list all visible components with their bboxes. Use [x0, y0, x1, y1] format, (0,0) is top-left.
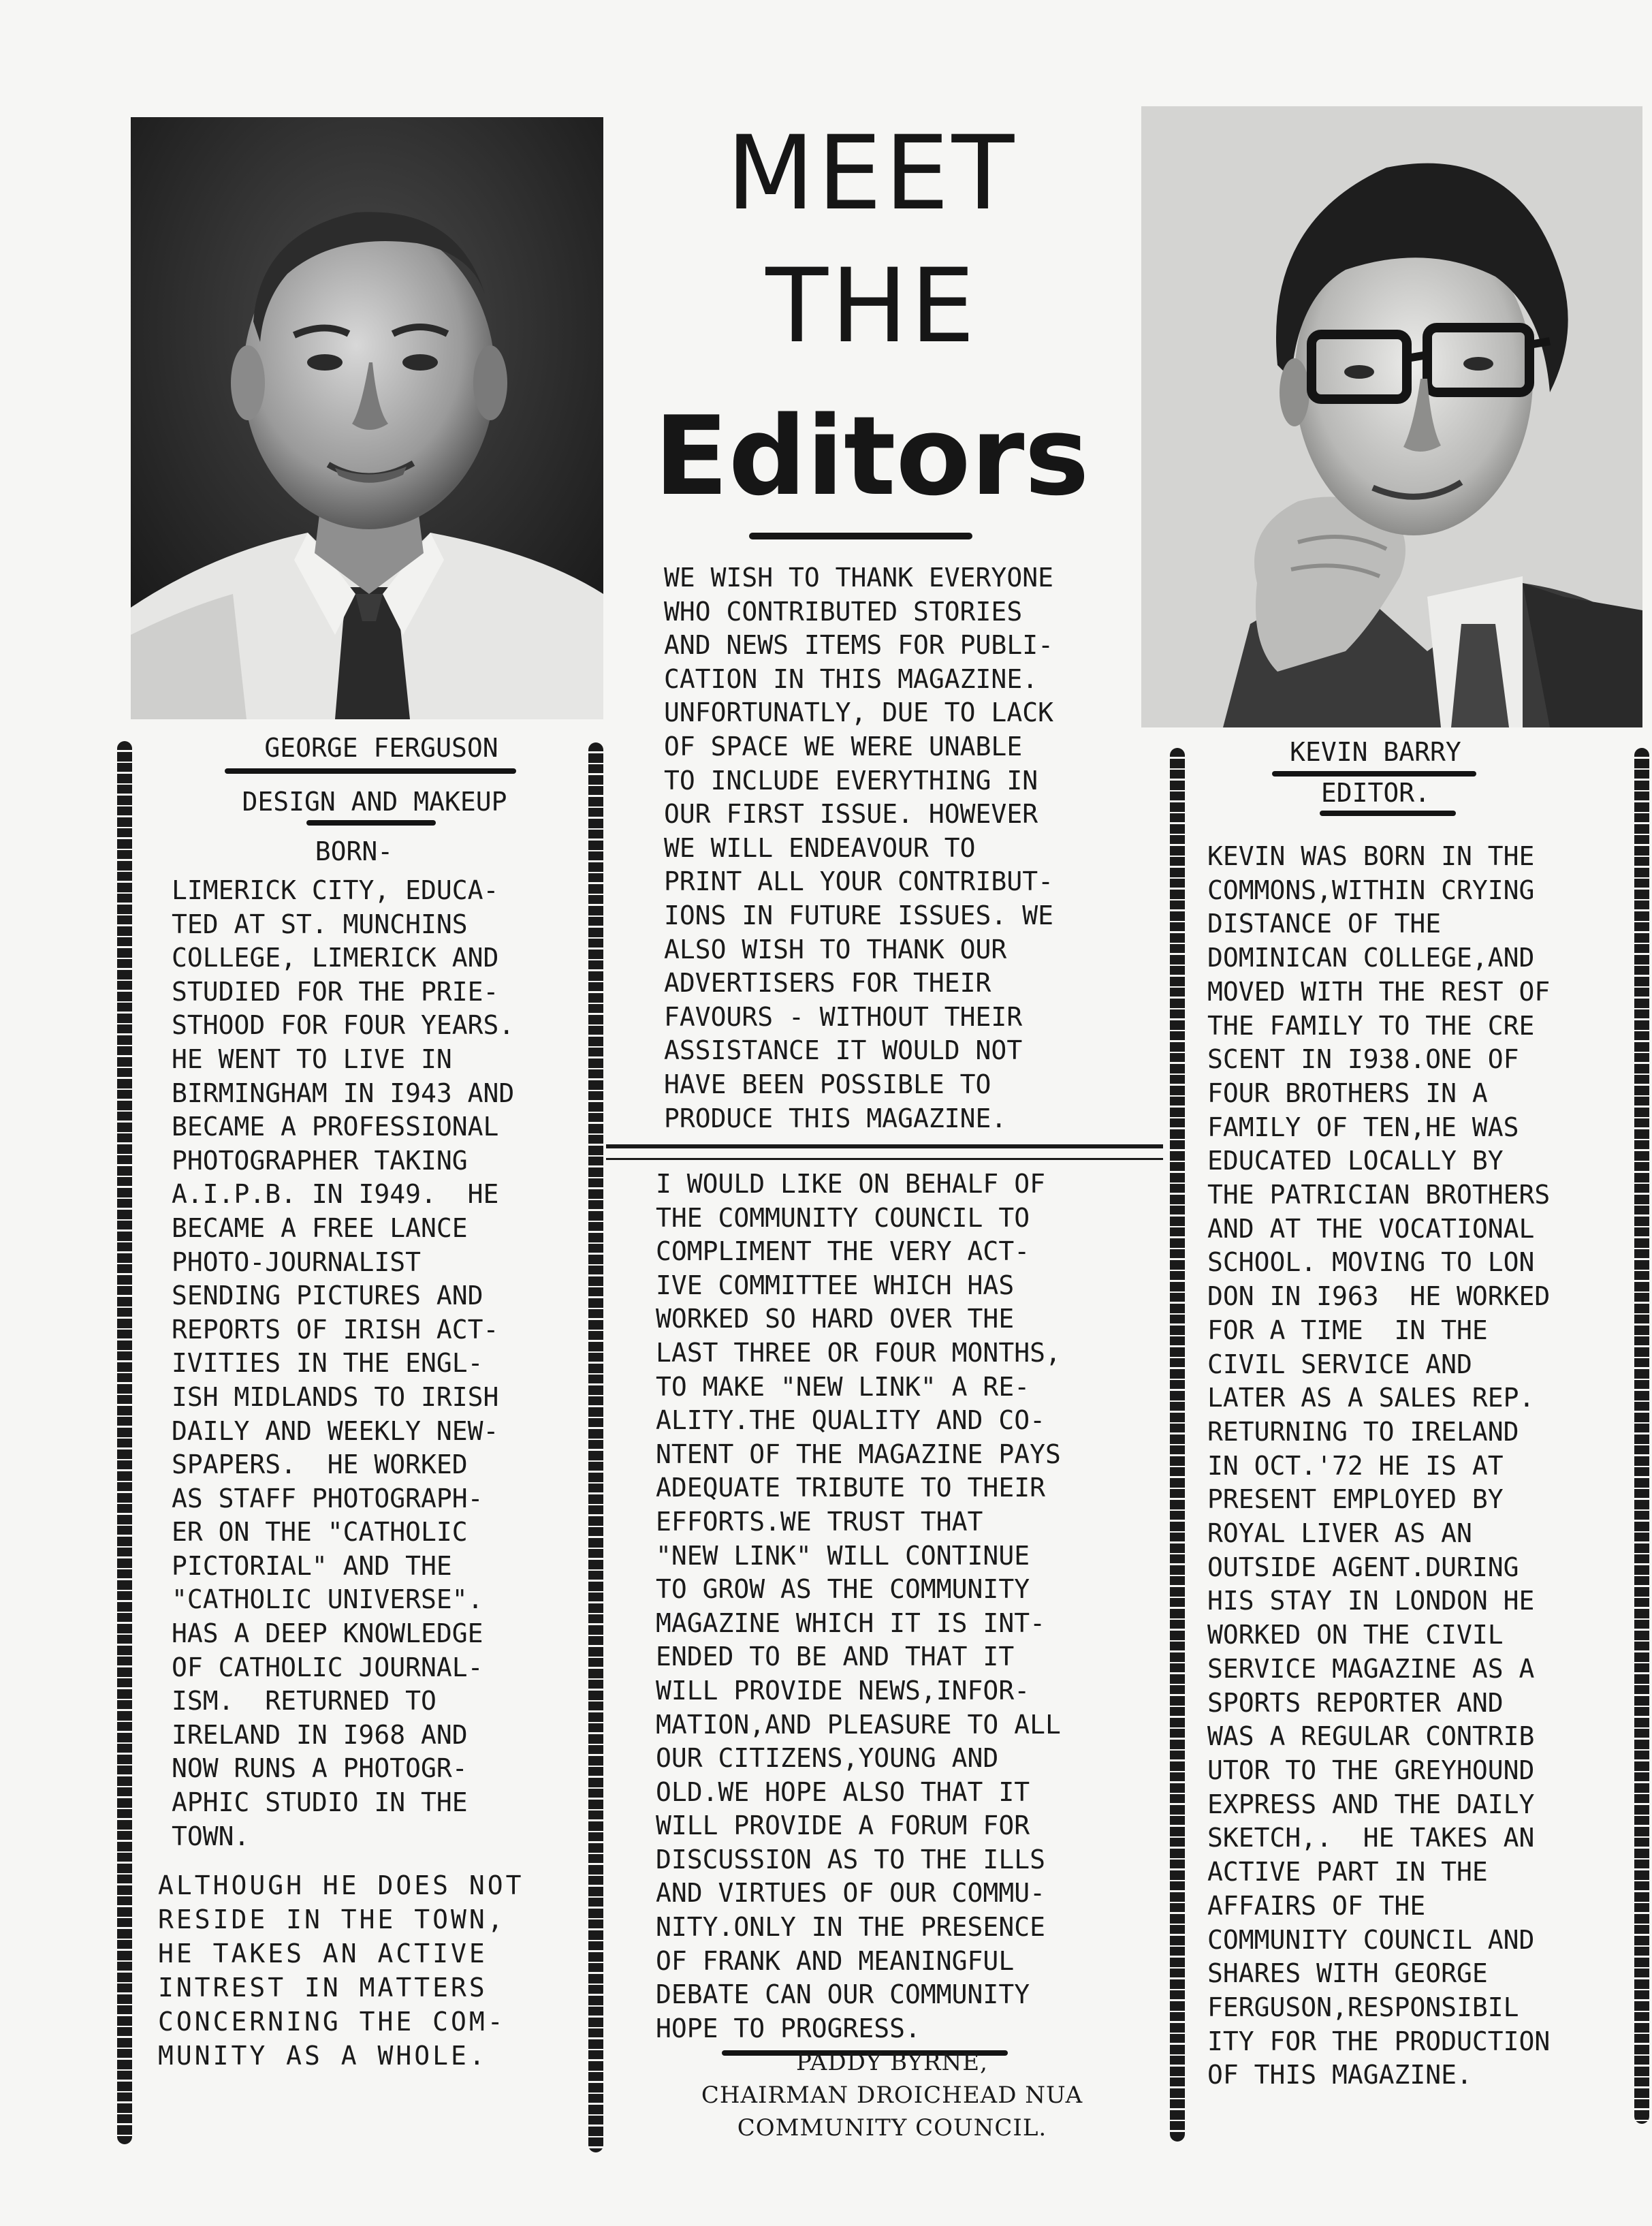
signature-title: CHAIRMAN DROICHEAD NUA: [701, 2082, 1083, 2109]
george-name-heading: GEORGE FERGUSON: [264, 733, 498, 763]
george-biography: LIMERICK CITY, EDUCA- TED AT ST. MUNCHINS COLLEGE, LIMERICK AND STUDIED FOR THE PRIE- STHOOD FOR FOUR YEARS. HE WENT TO LIVE IN BIRMINGHAM IN I943 AND BECAME A PROFESSIONAL PHOTOGRAPHER TAKING A.I.P.B. IN I949. HE BECAME A FREE LANCE PHOTO-JOURNALIST SENDING PICTURES AND REPORTS OF IRISH ACT- IVITIES IN THE ENGL- ISH MIDLANDS TO IRISH DAILY AND WEEKLY NEW- SPAPERS. HE WORKED AS STAFF PHOTOGRAPH- ER ON THE "CATHOLIC PICTORIAL" AND THE "CATHOLIC UNIVERSE". HAS A DEEP KNOWLEDGE OF CATHOLIC JOURNAL- ISM. RETURNED TO IRELAND IN I968 AND NOW RUNS A PHOTOGR- APHIC STUDIO IN THE TOWN.: [172, 875, 515, 1851]
center-divider-rule: [606, 1144, 1163, 1148]
chairman-message: I WOULD LIKE ON BEHALF OF THE COMMUNITY COUNCIL TO COMPLIMENT THE VERY ACT- IVE COMMITTEE WHICH HAS WORKED SO HARD OVER THE LAST THREE OR FOUR MONTHS, TO MAKE "NEW LINK" A RE- ALITY.THE QUALITY AND CO- NTENT OF THE MAGAZINE PAYS ADEQUATE TRIBUTE TO THEIR EFFORTS.WE TRUST THAT "NEW LINK" WILL CONTINUE TO GROW AS THE COMMUNITY MAGAZINE WHICH IT IS INT- ENDED TO BE AND THAT IT WILL PROVIDE NEWS,INFOR- MATION,AND PLEASURE TO ALL OUR CITIZENS,YOUNG AND OLD.WE HOPE ALSO THAT IT WILL PROVIDE A FORUM FOR DISCUSSION AS TO THE ILLS AND VIRTUES OF OUR COMMU- NITY.ONLY IN THE PRESENCE OF FRANK AND MEANINGFUL DEBATE CAN OUR COMMUNITY HOPE TO PROGRESS.: [656, 1169, 1061, 2043]
george-name-underline: [225, 768, 516, 774]
kevin-name-underline: [1272, 771, 1476, 777]
george-role-underline: [306, 820, 436, 826]
chain-divider-right: [1634, 748, 1649, 2124]
title-line-the: THE: [765, 247, 978, 366]
title-underline: [749, 533, 972, 539]
kevin-barry-photo: [1141, 106, 1642, 727]
george-role-heading: DESIGN AND MAKEUP: [242, 787, 507, 817]
george-born-label: BORN-: [315, 836, 394, 866]
chain-divider-center-left: [588, 742, 603, 2152]
title-line-meet: MEET: [726, 114, 1017, 233]
george-ferguson-photo: [131, 117, 603, 719]
chain-divider-left: [117, 741, 132, 2144]
signature-organisation: COMMUNITY COUNCIL.: [737, 2114, 1047, 2142]
thanks-message: WE WISH TO THANK EVERYONE WHO CONTRIBUTED STORIES AND NEWS ITEMS FOR PUBLI- CATION IN THIS MAGAZINE. UNFORTUNATLY, DUE TO LACK OF SPACE WE WERE UNABLE TO INCLUDE EVERYTHING IN OUR FIRST ISSUE. HOWEVER WE WILL ENDEAVOUR TO PRINT ALL YOUR CONTRIBUT- IONS IN FUTURE ISSUES. WE ALSO WISH TO THANK OUR ADVERTISERS FOR THEIR FAVOURS - WITHOUT THEIR ASSISTANCE IT WOULD NOT HAVE BEEN POSSIBLE TO PRODUCE THIS MAGAZINE.: [664, 563, 1053, 1133]
kevin-name-heading: KEVIN BARRY: [1290, 737, 1461, 767]
kevin-role-underline: [1320, 811, 1456, 816]
center-divider-rule-thin: [606, 1158, 1163, 1160]
signature-name: PADDY BYRNE,: [796, 2049, 988, 2076]
chain-divider-center-right: [1170, 748, 1185, 2142]
kevin-biography: KEVIN WAS BORN IN THE COMMONS,WITHIN CRYING DISTANCE OF THE DOMINICAN COLLEGE,AND MOVED WITH THE REST OF THE FAMILY TO THE CRE SCENT IN I938.ONE OF FOUR BROTHERS IN A FAMILY OF TEN,HE WAS EDUCATED LOCALLY BY THE PATRICIAN BROTHERS AND AT THE VOCATIONAL SCHOOL. MOVING TO LON DON IN I963 HE WORKED FOR A TIME IN THE CIVIL SERVICE AND LATER AS A SALES REP. RETURNING TO IRELAND IN OCT.'72 HE IS AT PRESENT EMPLOYED BY ROYAL LIVER AS AN OUTSIDE AGENT.DURING HIS STAY IN LONDON HE WORKED ON THE CIVIL SERVICE MAGAZINE AS A SPORTS REPORTER AND WAS A REGULAR CONTRIB UTOR TO THE GREYHOUND EXPRESS AND THE DAILY SKETCH,. HE TAKES AN ACTIVE PART IN THE AFFAIRS OF THE COMMUNITY COUNCIL AND SHARES WITH GEORGE FERGUSON,RESPONSIBIL ITY FOR THE PRODUCTION OF THIS MAGAZINE.: [1207, 841, 1551, 2090]
kevin-role-heading: EDITOR.: [1320, 778, 1431, 808]
george-biography-closing: ALTHOUGH HE DOES NOT RESIDE IN THE TOWN, HE TAKES AN ACTIVE INTREST IN MATTERS CONCERNING THE COM- MUNITY AS A WHOLE.: [158, 1870, 524, 2071]
title-line-editors: Editors: [654, 392, 1090, 520]
